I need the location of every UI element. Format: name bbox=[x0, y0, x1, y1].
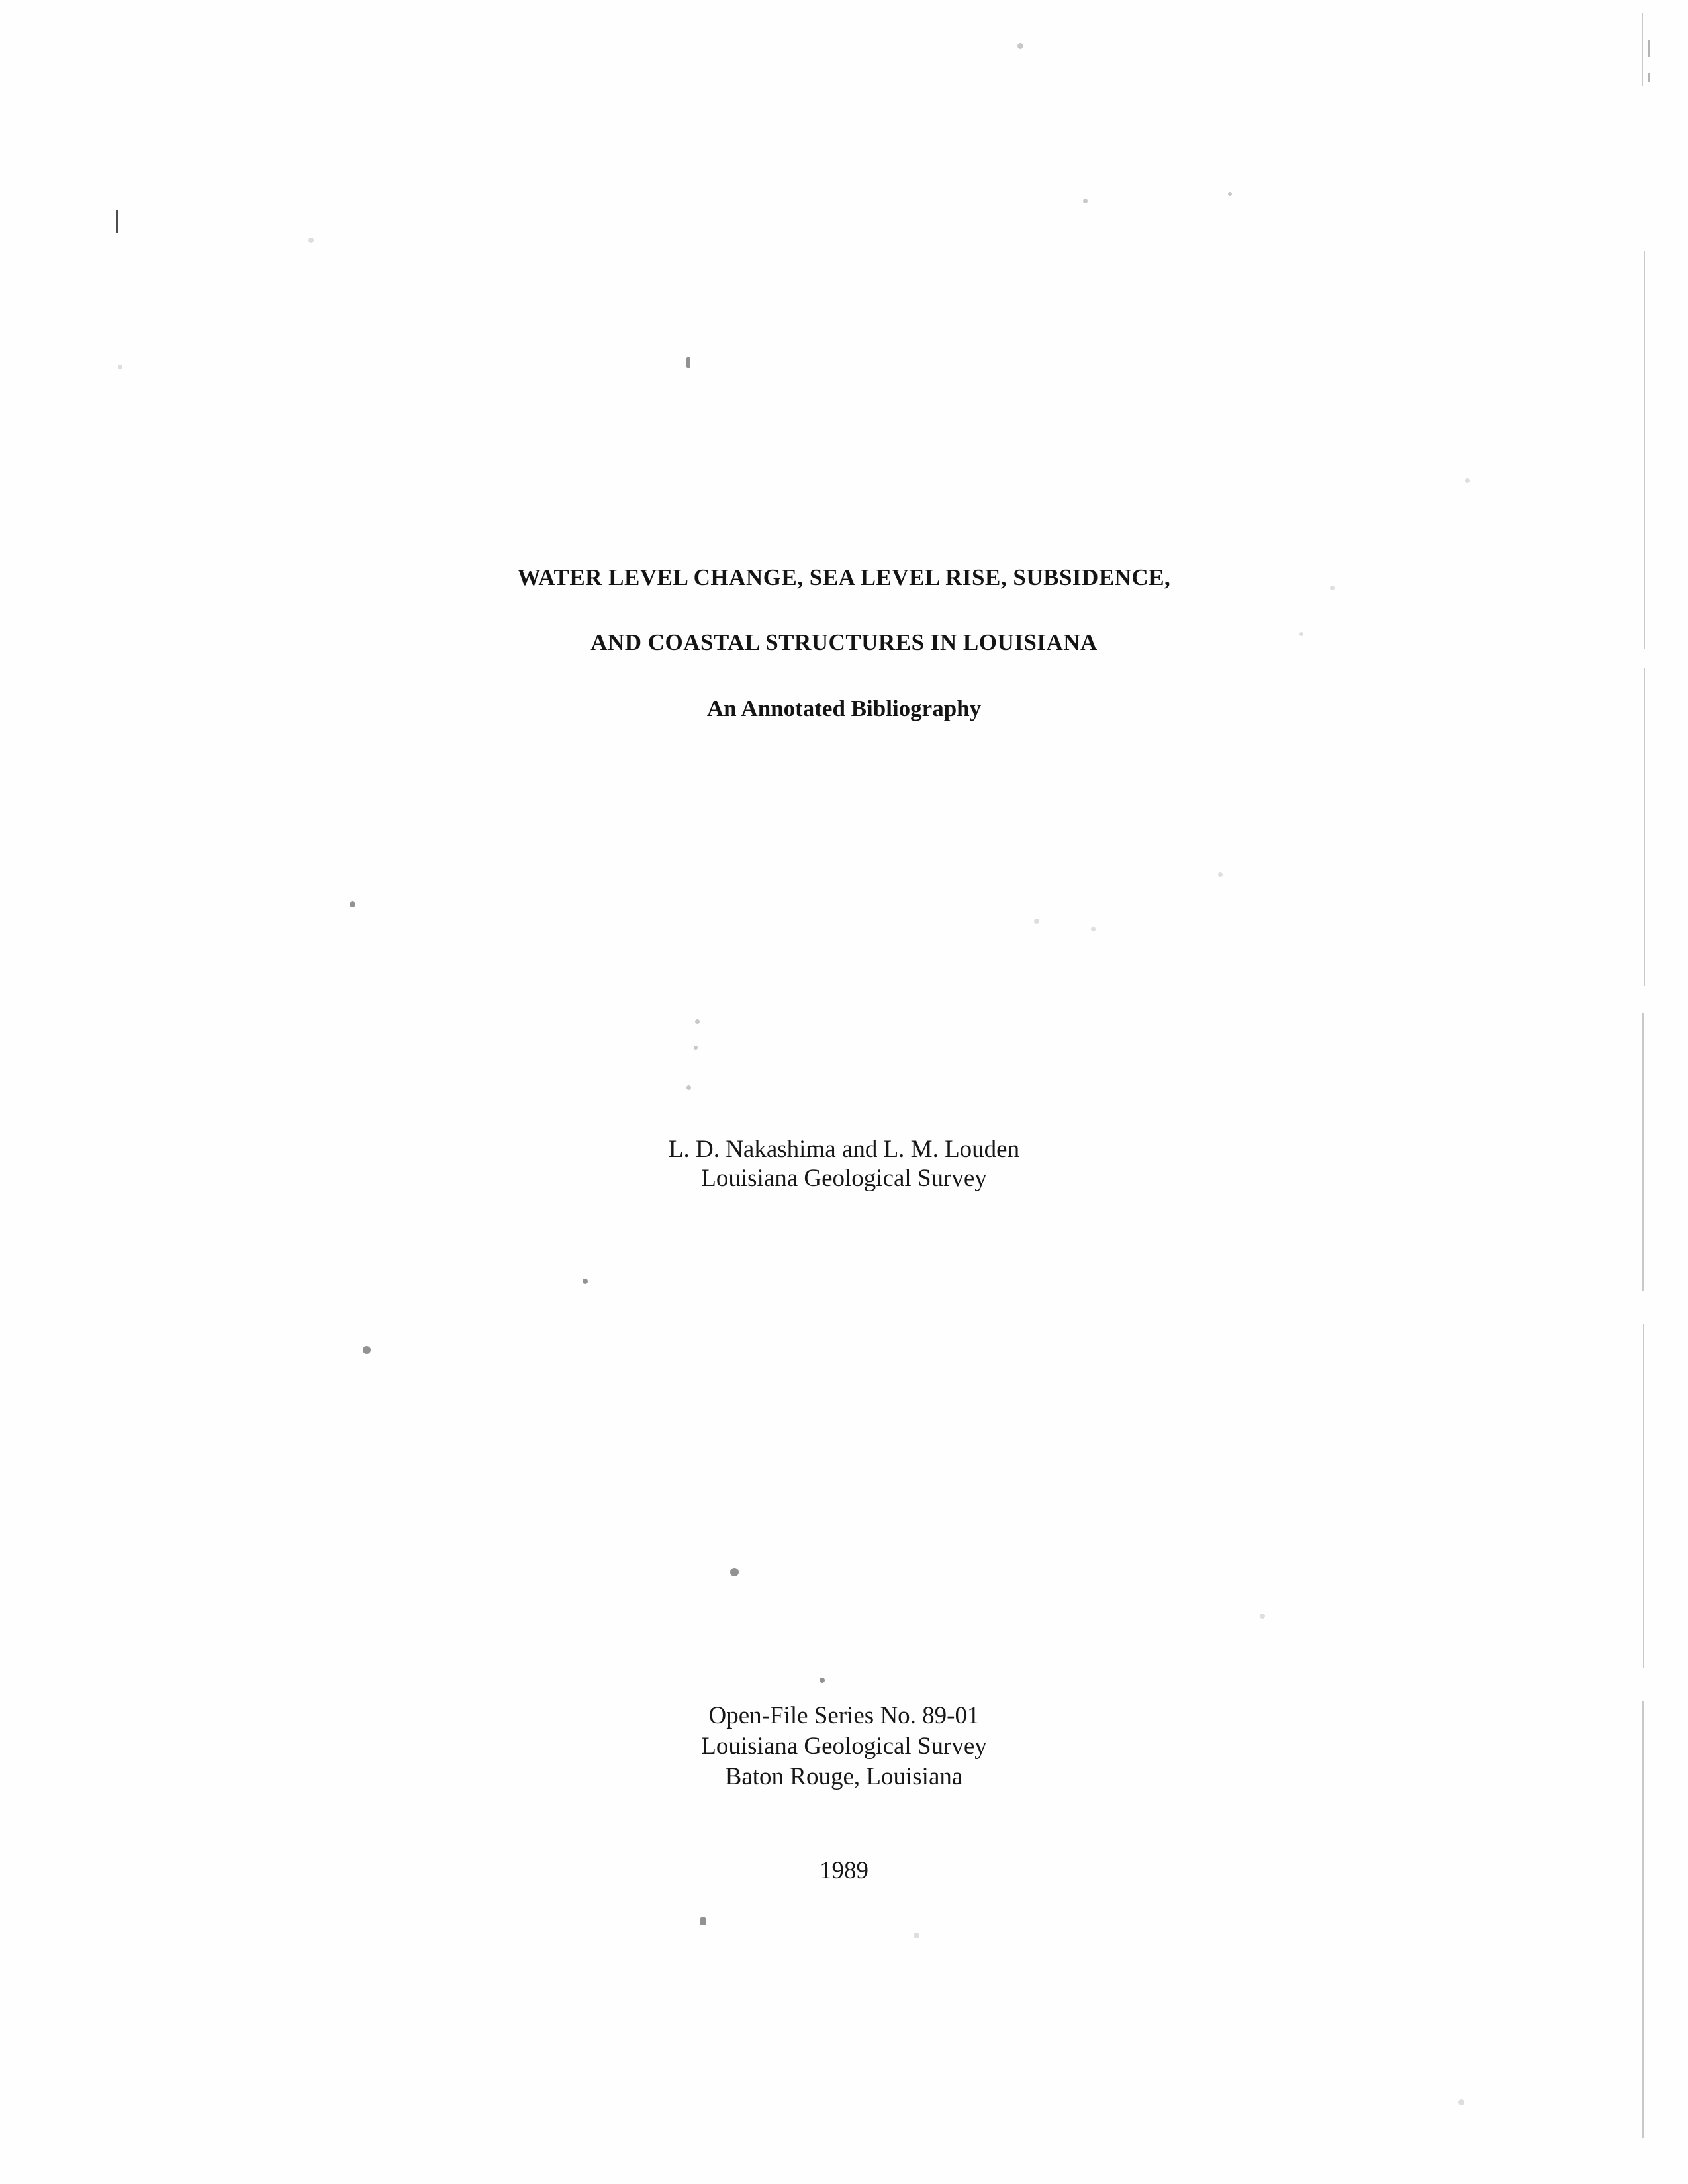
author-names: L. D. Nakashima and L. M. Louden bbox=[668, 1136, 1020, 1163]
author-block bbox=[0, 1135, 1688, 1193]
scan-edge-line bbox=[1642, 13, 1643, 86]
scan-speck bbox=[1091, 927, 1096, 931]
scan-speck bbox=[1458, 2099, 1464, 2105]
scan-speck bbox=[700, 1917, 706, 1925]
imprint-publisher: Louisiana Geological Survey bbox=[701, 1732, 987, 1760]
scan-speck bbox=[350, 901, 355, 907]
publication-year: 1989 bbox=[820, 1857, 868, 1884]
scan-speck bbox=[694, 1046, 698, 1050]
scan-speck bbox=[730, 1568, 739, 1576]
scan-speck bbox=[914, 1933, 919, 1938]
scan-speck bbox=[1260, 1614, 1265, 1619]
scan-left-tick bbox=[116, 210, 118, 233]
scan-speck bbox=[686, 357, 690, 368]
scan-speck bbox=[583, 1279, 588, 1284]
imprint-series: Open-File Series No. 89-01 bbox=[708, 1702, 980, 1729]
scan-speck bbox=[1228, 192, 1232, 196]
page-title-line-2: AND COASTAL STRUCTURES IN LOUISIANA bbox=[590, 629, 1098, 655]
scan-speck bbox=[1083, 199, 1088, 203]
page-title-line-1: WATER LEVEL CHANGE, SEA LEVEL RISE, SUBSIDENCE, bbox=[517, 565, 1171, 590]
imprint-block bbox=[0, 1701, 1688, 1792]
scan-edge-tick bbox=[1648, 73, 1650, 82]
scan-speck bbox=[1017, 43, 1023, 49]
scan-speck bbox=[1218, 872, 1223, 877]
scan-speck bbox=[308, 238, 314, 243]
imprint-location: Baton Rouge, Louisiana bbox=[725, 1762, 963, 1790]
scan-speck bbox=[363, 1346, 371, 1354]
scan-speck bbox=[686, 1085, 691, 1090]
scan-speck bbox=[1034, 919, 1039, 924]
author-affiliation: Louisiana Geological Survey bbox=[701, 1164, 987, 1192]
scan-edge-tick bbox=[1648, 40, 1650, 57]
page-subtitle: An Annotated Bibliography bbox=[706, 696, 982, 721]
scan-speck bbox=[820, 1678, 825, 1683]
scan-edge-line bbox=[1643, 1324, 1644, 1668]
scan-speck bbox=[695, 1019, 700, 1024]
scan-speck bbox=[118, 365, 122, 369]
document-title-block bbox=[0, 566, 1688, 722]
scan-speck bbox=[1465, 478, 1470, 483]
